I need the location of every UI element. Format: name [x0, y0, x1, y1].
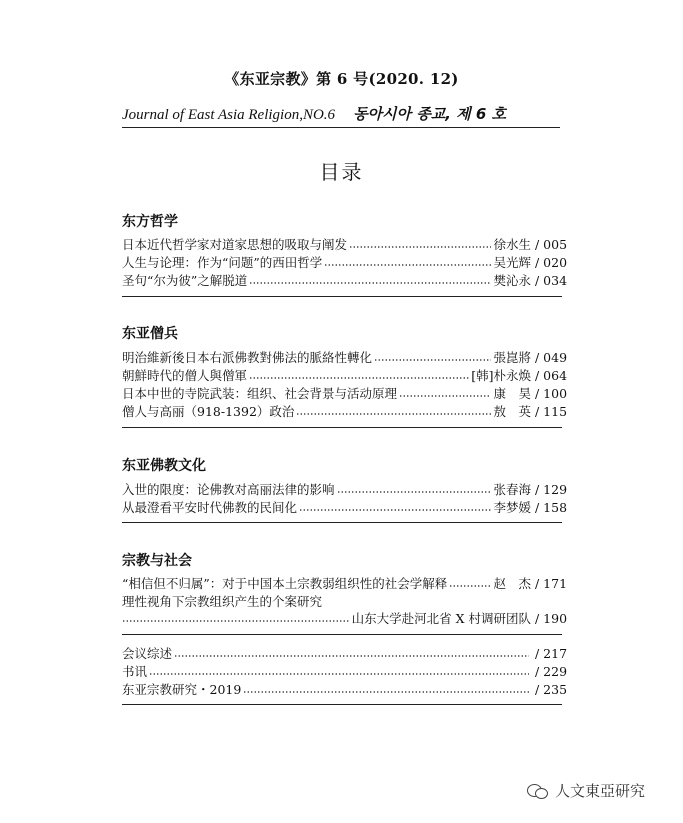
- entry-title: 书讯: [122, 664, 148, 679]
- entry-author: 李梦媛: [493, 500, 531, 515]
- entry-title: 僧人与高丽（918-1392）政治: [122, 404, 295, 419]
- section-heading: 东方哲学: [122, 214, 178, 230]
- journal-title-en-row: [122, 103, 560, 128]
- entry-page: / 005: [535, 237, 568, 252]
- leader-dots: [243, 690, 529, 694]
- toc-entry[interactable]: [122, 385, 567, 402]
- leader-dots: [337, 490, 492, 494]
- section-heading: 东亚佛教文化: [122, 458, 206, 474]
- toc-entry[interactable]: [122, 663, 567, 680]
- entry-page: / 064: [535, 368, 568, 383]
- leader-dots: [324, 263, 491, 267]
- entry-title: 会议综述: [122, 646, 173, 661]
- entry-author: 康 昊: [493, 386, 531, 401]
- entry-page: / 190: [535, 611, 568, 626]
- journal-title-en: Journal of East Asia Religion,NO.6: [122, 107, 336, 123]
- entry-page: / 217: [535, 646, 568, 661]
- entry-title: 从最澄看平安时代佛教的民间化: [122, 500, 298, 515]
- leader-dots: [449, 584, 491, 588]
- leader-dots: [174, 654, 529, 658]
- entry-title: “相信但不归属”：对于中国本土宗教弱组织性的社会学解释: [122, 576, 448, 591]
- section-divider: [122, 704, 562, 705]
- entry-title: 圣句“尔为彼”之解脱道: [122, 273, 248, 288]
- entry-title: 日本近代哲学家对道家思想的吸取与阐发: [122, 237, 348, 252]
- toc-entry[interactable]: [122, 349, 567, 366]
- section-heading: 宗教与社会: [122, 553, 192, 569]
- toc-entry[interactable]: [122, 645, 567, 662]
- toc-entry[interactable]: [122, 499, 567, 516]
- entry-title: 人生与论理：作为“问题”的西田哲学: [122, 255, 323, 270]
- toc-entry[interactable]: [122, 610, 567, 627]
- journal-title-kr: 동아시아 종교, 제 6 호: [353, 105, 507, 123]
- section-divider: [122, 634, 562, 635]
- entry-page: / 235: [535, 682, 568, 697]
- entry-author: 徐水生: [493, 237, 531, 252]
- leader-dots: [374, 358, 491, 362]
- toc-entry[interactable]: [122, 254, 567, 271]
- leader-dots: [249, 376, 469, 380]
- entry-page: / 020: [535, 255, 568, 270]
- leader-dots: [149, 672, 529, 676]
- entry-author: 赵 杰: [493, 576, 531, 591]
- entry-page: / 171: [535, 576, 568, 591]
- entry-title: 日本中世的寺院武装：组织、社会背景与活动原理: [122, 386, 398, 401]
- wechat-icon: [527, 782, 549, 800]
- toc-entry[interactable]: [122, 403, 567, 420]
- entry-page: / 129: [535, 482, 568, 497]
- leader-dots: [349, 245, 491, 249]
- watermark-text: 人文東亞研究: [555, 782, 646, 800]
- entry-author: 山东大学赴河北省 X 村调研团队: [351, 611, 531, 626]
- entry-title: 东亚宗教研究・2019: [122, 682, 242, 697]
- entry-title: 明治維新後日本右派佛教對佛法的脈絡性轉化: [122, 350, 373, 365]
- leader-dots: [296, 412, 491, 416]
- toc-entry[interactable]: [122, 481, 567, 498]
- toc-entry[interactable]: [122, 272, 567, 289]
- entry-page: / 034: [535, 273, 568, 288]
- entry-author: 樊沁永: [493, 273, 531, 288]
- section-divider: [122, 522, 562, 523]
- section-divider: [122, 296, 562, 297]
- entry-author: [韩]朴永焕: [471, 368, 531, 383]
- leader-dots: [122, 619, 350, 623]
- section-divider: [122, 427, 562, 428]
- entry-title: 入世的限度：论佛教对高丽法律的影响: [122, 482, 335, 497]
- section-heading: 东亚僧兵: [122, 326, 178, 342]
- entry-title[interactable]: 理性视角下宗教组织产生的个案研究: [122, 594, 323, 609]
- toc-entry[interactable]: [122, 575, 567, 592]
- entry-author: 張崑將: [493, 350, 531, 365]
- toc-title: 目录: [319, 160, 364, 184]
- watermark: [527, 780, 645, 801]
- entry-page: / 115: [535, 404, 568, 419]
- entry-page: / 158: [535, 500, 568, 515]
- journal-title-cn: 《东亚宗教》第 6 号(2020. 12): [224, 70, 459, 88]
- toc-entry[interactable]: [122, 681, 567, 698]
- entry-page: / 049: [535, 350, 568, 365]
- entry-author: 吴光辉: [493, 255, 531, 270]
- entry-title: 朝鮮時代的僧人與僧軍: [122, 368, 248, 383]
- entry-author: 敖 英: [493, 404, 531, 419]
- leader-dots: [399, 394, 491, 398]
- toc-entry[interactable]: [122, 236, 567, 253]
- leader-dots: [249, 281, 491, 285]
- leader-dots: [299, 508, 491, 512]
- toc-entry[interactable]: [122, 367, 567, 384]
- entry-author: 张春海: [493, 482, 531, 497]
- entry-page: / 100: [535, 386, 568, 401]
- entry-page: / 229: [535, 664, 568, 679]
